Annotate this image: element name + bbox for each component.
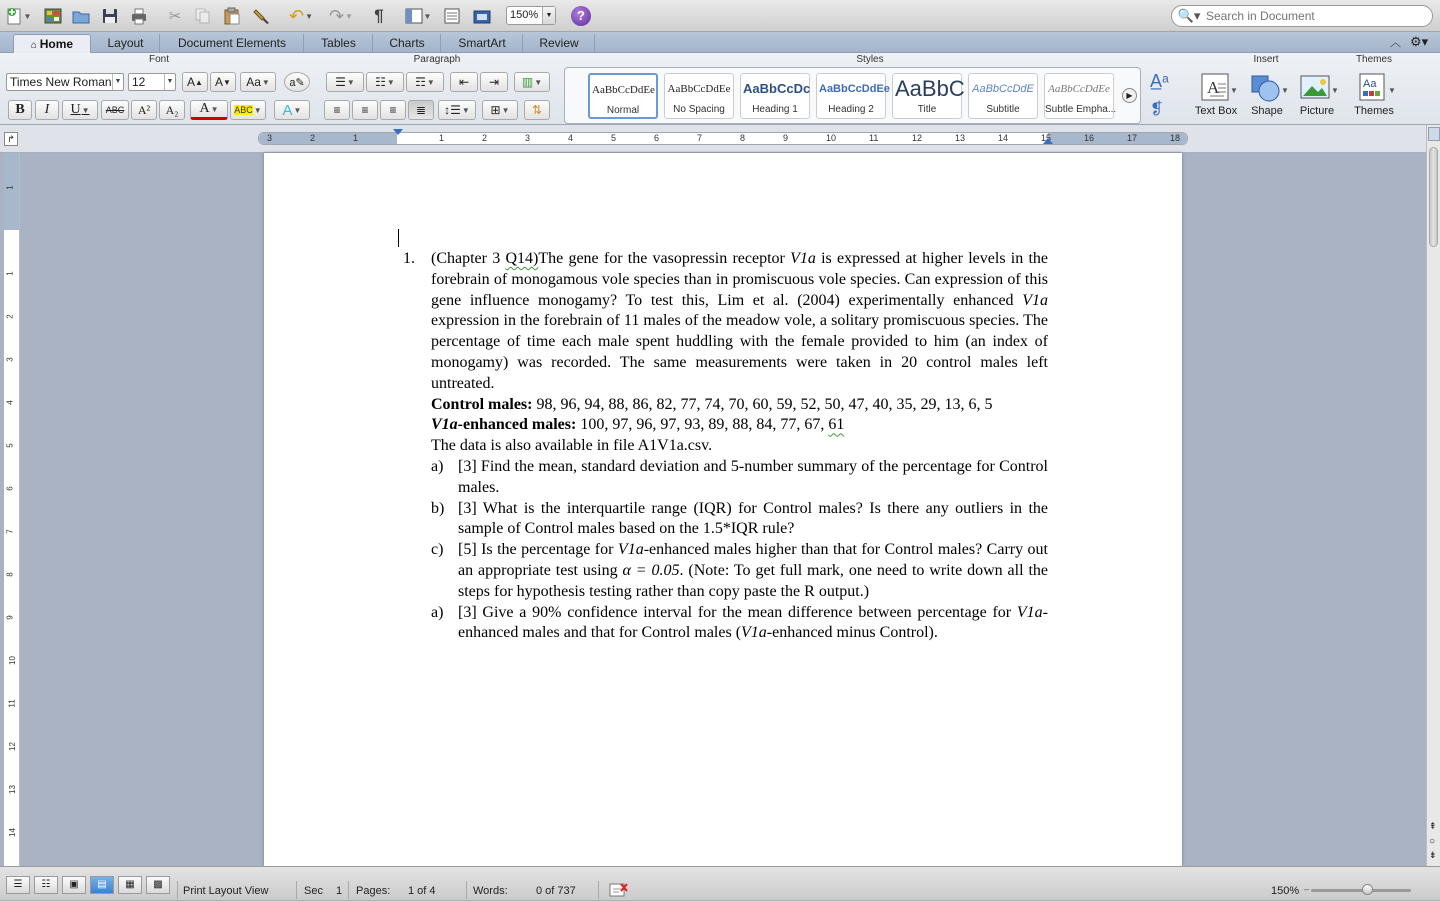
search-input[interactable] [1206, 9, 1426, 23]
document-body[interactable] [403, 249, 1048, 644]
copy-icon [195, 8, 211, 24]
picture-label: Picture [1299, 105, 1335, 117]
control-values: 98, 96, 94, 88, 86, 82, 77, 74, 70, 60, 59, 52, 50, 47, 40, 35, 29, 13, 6, 5 [532, 395, 993, 413]
sub-text: [3] Find the mean, standard deviation and 5-number summary of the percentage for Control males. [458, 457, 1048, 496]
sub-question-b [431, 499, 1048, 541]
grow-font-label: A [187, 75, 196, 89]
tab-charts[interactable]: Charts [374, 34, 441, 53]
text-run: [5] Is the percentage for [458, 541, 618, 559]
vertical-ruler-tick-label: 3 [5, 357, 15, 362]
vertical-ruler-tick-label: 11 [7, 699, 17, 708]
vertical-ruler-tick-label: 8 [5, 572, 15, 577]
chevron-down-icon: ▼ [164, 74, 175, 90]
style-name: Subtitle [986, 104, 1020, 115]
zoom-slider[interactable] [1311, 889, 1411, 892]
themes-button[interactable] [1348, 69, 1400, 117]
ruler-tick-label: 13 [955, 133, 966, 143]
sub-question-a [431, 457, 1048, 499]
notebook-view-button[interactable] [118, 876, 142, 894]
focus-view-icon: ▩ [153, 879, 163, 890]
vertical-ruler-tick-label: 10 [7, 656, 17, 665]
text-run: The gene for the vasopressin receptor [538, 250, 791, 267]
sort-button[interactable] [524, 100, 550, 120]
ruler-tick-label: 15 [1041, 133, 1052, 143]
borders-icon: ⊞ [490, 103, 501, 117]
ruler-tick-label: 2 [310, 133, 316, 143]
ruler-tick-label: 9 [783, 133, 789, 143]
chevron-down-icon: ▼ [112, 74, 123, 90]
svg-text:Aa: Aa [1363, 78, 1377, 90]
cut-button[interactable] [164, 4, 186, 28]
vertical-ruler-top-margin [4, 153, 19, 230]
words-value: 0 of 737 [536, 885, 576, 897]
style-name: Subtle Empha... [1045, 104, 1117, 115]
font-size-select[interactable] [128, 73, 176, 91]
tab-document-elements[interactable]: Document Elements [161, 34, 304, 53]
draft-view-icon: ☰ [13, 879, 23, 890]
show-formatting-button[interactable] [368, 4, 390, 28]
notebook-view-icon: ▦ [125, 879, 135, 890]
copy-button[interactable] [192, 4, 214, 28]
subscript-button[interactable]: A₂ [159, 100, 185, 120]
text-box-label: Text Box [1194, 105, 1238, 117]
text-box-icon [1196, 71, 1236, 103]
outdent-icon: ⇤ [458, 75, 470, 89]
insert-picture-button[interactable] [1291, 69, 1343, 117]
list-number: 1. [403, 250, 415, 267]
draft-view-button[interactable] [6, 876, 30, 894]
style-preview: AaBbCcDdEe [819, 83, 890, 95]
clipboard-icon [223, 7, 241, 25]
underline-label: U [70, 102, 81, 117]
tab-review[interactable]: Review [524, 34, 595, 53]
open-folder-icon [72, 7, 90, 25]
justify-button[interactable] [408, 100, 434, 120]
standard-toolbar [0, 0, 1440, 32]
style-name: Heading 1 [752, 104, 798, 115]
text-run-grammar-flagged: Q14) [505, 250, 539, 267]
question-1 [403, 249, 1048, 395]
home-icon: ⌂ [30, 40, 40, 51]
ribbon-home [0, 53, 1440, 125]
next-page-icon[interactable]: ⇟ [1429, 850, 1437, 860]
style-preview: AaBbCcDdE [972, 83, 1034, 95]
vertical-ruler-tick-label: 14 [7, 828, 17, 837]
ribbon-settings-gear-icon[interactable]: ⚙▾ [1410, 34, 1429, 49]
vertical-ruler-tick-label: 4 [5, 400, 15, 405]
style-preview: AaBbC [895, 76, 965, 101]
columns-icon: ▥ [521, 75, 534, 89]
align-left-button[interactable] [324, 100, 350, 120]
print-layout-view-button[interactable] [90, 876, 114, 894]
templates-icon [44, 7, 62, 25]
ruler-tick-label: 1 [439, 133, 445, 143]
shape-icon [1247, 71, 1287, 103]
font-size-value: 12 [132, 75, 146, 89]
help-button[interactable]: ? [571, 6, 591, 26]
insert-text-box-button[interactable] [1190, 69, 1242, 117]
font-name-value: Times New Roman [10, 75, 112, 89]
zoom-select[interactable] [506, 6, 556, 25]
ruler-tick-label: 18 [1170, 133, 1181, 143]
align-left-icon: ≡ [333, 103, 341, 117]
justify-icon: ≣ [415, 103, 427, 117]
text-run-italic: V1a [741, 624, 767, 642]
italic-button[interactable]: I [35, 100, 59, 120]
paste-button[interactable] [220, 4, 244, 28]
align-right-button[interactable] [380, 100, 406, 120]
sub-label: b) [431, 499, 445, 517]
templates-button[interactable] [42, 4, 64, 28]
style-subtitle[interactable] [968, 73, 1038, 119]
print-button[interactable] [128, 4, 150, 28]
indent-icon: ⇥ [488, 75, 500, 89]
zoom-level: 150% [1271, 885, 1300, 897]
insert-group-title: Insert [1253, 54, 1279, 65]
tab-stop-icon: ↱ [7, 134, 15, 144]
zoom-slider-knob[interactable] [1362, 884, 1373, 895]
format-painter-button[interactable] [250, 4, 274, 28]
print-icon [130, 7, 148, 25]
words-label: Words: [473, 885, 508, 897]
svg-text:▼: ▼ [1388, 86, 1396, 95]
ruler-tick-label: 3 [267, 133, 273, 143]
ruler-tick-label: 2 [482, 133, 488, 143]
chevron-right-icon: ▶ [1126, 91, 1133, 100]
sub-label: a) [431, 603, 444, 621]
ruler-tick-label: 10 [826, 133, 837, 143]
ruler-tick-label: 12 [912, 133, 923, 143]
scroll-thumb[interactable] [1429, 147, 1438, 247]
style-preview: AaBbCcDdEe [592, 84, 655, 96]
control-label: Control males: [431, 395, 533, 413]
collapse-ribbon-icon[interactable]: ︿ [1390, 37, 1401, 49]
previous-page-icon[interactable]: ⇞ [1429, 821, 1437, 831]
vertical-ruler-tick-label: 6 [5, 486, 15, 491]
pilcrow-icon: ¶ [374, 6, 384, 25]
style-preview: AaBbCcDdEe [667, 83, 731, 95]
styles-group-title: Styles [856, 54, 884, 65]
sub-question-d [431, 603, 1048, 645]
tab-tables[interactable]: Tables [305, 34, 373, 53]
vertical-ruler-tick-label: 5 [5, 443, 15, 448]
chevron-down-icon: ▼ [542, 7, 555, 24]
sub-label: a) [431, 457, 444, 475]
save-button[interactable] [99, 4, 121, 28]
ruler-tick-label: 1 [353, 133, 359, 143]
style-name: No Spacing [673, 104, 725, 115]
bold-button[interactable]: B [8, 100, 32, 120]
vertical-ruler-tick-label: 1 [5, 271, 15, 276]
publishing-view-icon: ▣ [69, 879, 79, 890]
font-name-select[interactable] [6, 73, 124, 91]
gallery-icon [443, 7, 461, 25]
open-button[interactable] [70, 4, 92, 28]
pages-label: Pages: [356, 885, 391, 897]
enhanced-label-italic: V1a [431, 416, 458, 434]
text-effects-label: A [282, 101, 293, 119]
text-run: -enhanced minus Control). [766, 624, 938, 642]
svg-text:▼: ▼ [1331, 86, 1339, 95]
font-color-button[interactable]: A ▼ [190, 100, 228, 120]
search-box[interactable] [1171, 5, 1433, 27]
style-preview: AaBbCcDc [743, 81, 811, 96]
sub-label: c) [431, 541, 444, 559]
vertical-ruler-tick-label: 2 [5, 314, 15, 319]
publishing-view-button[interactable] [62, 876, 86, 894]
ruler-tick-label: 16 [1084, 133, 1095, 143]
sub-question-c [431, 540, 1048, 602]
paragraph-mark-icon: ❡ [1150, 101, 1164, 118]
ruler-left-margin [259, 133, 397, 144]
ruler-tick-label: 5 [611, 133, 617, 143]
font-color-label: A [199, 101, 210, 116]
vertical-ruler-tick-label: 9 [5, 615, 15, 620]
view-mode-label: Print Layout View [183, 885, 269, 897]
line-spacing-button[interactable]: ↕☰ ▼ [438, 100, 476, 120]
tab-stop-selector[interactable] [4, 132, 18, 146]
text-run-italic: V1a [1016, 603, 1043, 621]
font-group-title: Font [148, 54, 169, 65]
section-value: 1 [336, 885, 343, 897]
split-handle[interactable] [1428, 127, 1440, 141]
style-name: Heading 2 [828, 104, 874, 115]
styles-next-button[interactable] [1122, 88, 1137, 103]
ruler-tick-label: 17 [1127, 133, 1138, 143]
decrease-indent-button[interactable] [450, 72, 478, 92]
tab-layout[interactable]: Layout [92, 34, 160, 53]
style-subtle-emphasis[interactable] [1044, 73, 1117, 119]
sidebar-icon [405, 7, 423, 25]
picture-icon [1297, 71, 1337, 103]
clear-formatting-button[interactable] [284, 72, 310, 92]
text-run: is expressed at higher levels in the forebrain of monogamous vole species than in promiscuous vole species. Can expression of this gene influence monogamy? To test this, Lim et al. (2004) experimentally enhanced [431, 250, 1049, 309]
right-indent-marker[interactable] [1043, 138, 1053, 144]
bullet-list-icon: ☰ [335, 75, 346, 89]
text-run-italic: V1a [790, 250, 816, 267]
ruler-tick-label: 4 [568, 133, 574, 143]
toolbox-button[interactable] [470, 4, 494, 28]
change-case-button[interactable]: Aa ▼ [240, 72, 276, 92]
ruler-tick-label: 14 [998, 133, 1009, 143]
text-run: expression in the forebrain of 11 males of the meadow vole, a solitary promiscuous species. The percentage of time each male spent huddling with the female provided to him (an index of monogamy) was recorded. The same measurements were taken in 20 control males left untreated. [431, 312, 1048, 392]
question-1-text [431, 249, 1048, 395]
alpha-equation: α = 0.05 [622, 561, 680, 579]
ruler-tick-label: 7 [697, 133, 703, 143]
change-case-label: Aa [246, 75, 261, 89]
ruler-tick-label: 8 [740, 133, 746, 143]
status-bar [0, 866, 1440, 900]
vertical-ruler[interactable] [4, 153, 20, 866]
align-center-icon: ≡ [361, 103, 369, 117]
text-run: [3] Give a 90% confidence interval for the mean difference between percentage for [458, 603, 1017, 621]
style-name: Normal [606, 105, 640, 116]
ruler-tick-label: 11 [869, 133, 879, 143]
vertical-ruler-tick-label: 13 [7, 785, 17, 794]
sub-text: [3] What is the interquartile range (IQR) for Control males? Is there any outliers in the sample of Control males based on the 1.5*IQR rule? [458, 499, 1048, 538]
shrink-font-label: A [215, 75, 224, 89]
print-layout-icon: ▤ [97, 879, 107, 890]
svg-text:A: A [1207, 78, 1220, 97]
increase-indent-button[interactable] [480, 72, 508, 92]
section-label: Sec [304, 885, 323, 897]
strikethrough-button[interactable]: ABC [101, 100, 129, 120]
style-normal[interactable] [588, 73, 658, 119]
numbered-list-icon: ☷ [375, 75, 386, 89]
style-heading-2[interactable] [816, 73, 890, 119]
style-title[interactable] [892, 73, 965, 119]
horizontal-ruler[interactable] [258, 132, 1188, 145]
ribbon-tabs [0, 32, 1440, 53]
new-document-icon [7, 7, 23, 25]
enhanced-data-paragraph [431, 415, 1048, 436]
multilevel-list-button[interactable]: ☶ ▼ [406, 72, 444, 92]
pages-value: 1 of 4 [408, 885, 436, 897]
eraser-icon: a✎ [289, 76, 305, 89]
zoom-out-icon[interactable]: – [1304, 884, 1310, 894]
line-spacing-icon: ↕☰ [444, 103, 461, 117]
highlight-button[interactable]: ABC ▼ [230, 100, 266, 120]
paintbrush-icon [253, 7, 271, 25]
style-heading-1[interactable] [740, 73, 810, 119]
control-data-paragraph [431, 395, 1048, 416]
ruler-tick-label: 6 [654, 133, 660, 143]
numbering-button[interactable]: ☷ ▼ [366, 72, 404, 92]
text-run: -enhanced males higher than that for Control males? Carry out an appropriate test using [458, 541, 1049, 579]
focus-view-button[interactable] [146, 876, 170, 894]
proofing-status-button[interactable] [609, 882, 629, 901]
text-effects-button[interactable]: A ▼ [274, 100, 310, 120]
enhanced-values: 100, 97, 96, 97, 93, 89, 88, 84, 77, 67, [576, 416, 829, 434]
align-right-icon: ≡ [389, 103, 397, 117]
text-cursor [398, 229, 399, 247]
outline-view-icon: ☷ [41, 879, 51, 890]
superscript-button[interactable]: A² [131, 100, 157, 120]
themes-label: Themes [1354, 105, 1394, 117]
style-name: Title [917, 104, 937, 115]
redo-icon: ↷ [328, 5, 345, 26]
vertical-ruler-tick-label: 7 [5, 529, 15, 534]
tab-home[interactable] [13, 34, 91, 53]
undo-button[interactable]: ↶ ▼ [288, 5, 313, 26]
scissors-icon: ✂ [168, 8, 182, 25]
browse-object-icon[interactable]: ○ [1429, 836, 1436, 847]
enhanced-last-value: 61 [828, 416, 845, 434]
underline-button[interactable]: U ▼ [62, 100, 98, 120]
insert-shape-button[interactable] [1241, 69, 1293, 117]
redo-button[interactable]: ↷ ▼ [328, 5, 353, 26]
columns-button[interactable]: ▥ ▼ [514, 72, 550, 92]
ruler-right-margin [1048, 133, 1187, 144]
sort-icon: ⇅ [531, 103, 543, 117]
sub-text [458, 603, 1048, 645]
themes-icon [1354, 71, 1394, 103]
undo-icon: ↶ [288, 5, 305, 26]
svg-text:▼: ▼ [1281, 86, 1289, 95]
multilevel-list-icon: ☶ [415, 75, 426, 89]
style-no-spacing[interactable] [664, 73, 734, 119]
paragraph-group-title: Paragraph [413, 54, 461, 65]
outline-view-button[interactable] [34, 876, 58, 894]
text-run-italic: V1a [1022, 291, 1048, 309]
search-icon: 🔍▾ [1177, 8, 1201, 23]
text-run: (Chapter 3 [431, 250, 506, 267]
zoom-value: 150% [510, 9, 539, 21]
manage-styles-button[interactable] [1150, 71, 1169, 92]
text-run: -enhanced males and that for Control males ( [458, 603, 1048, 642]
shape-label: Shape [1251, 105, 1283, 117]
highlight-label: ABC [234, 105, 253, 115]
vertical-ruler-tick-label: 12 [7, 742, 17, 751]
borders-button[interactable]: ⊞ ▼ [482, 100, 518, 120]
vertical-scrollbar[interactable] [1426, 125, 1440, 866]
tab-home-label: Home [39, 37, 74, 51]
arrow-up-icon: ▲ [195, 77, 203, 87]
style-preview: AaBbCcDdEe [1048, 83, 1110, 95]
styles-toolbox-button[interactable] [1150, 99, 1163, 119]
arrow-down-icon: ▼ [223, 77, 231, 87]
grow-font-button[interactable] [182, 72, 208, 92]
align-center-button[interactable] [352, 100, 378, 120]
sidebar-button[interactable]: ▼ [400, 4, 436, 28]
sub-text [458, 540, 1048, 602]
styles-gallery [564, 67, 1141, 124]
save-icon [101, 7, 119, 25]
styles-pane-icon: A̲ᵃ [1150, 71, 1169, 91]
toolbox-icon [473, 7, 491, 25]
shrink-font-button[interactable] [210, 72, 236, 92]
data-note: The data is also available in file A1V1a.csv. [431, 437, 713, 455]
ruler-tick-label: 3 [525, 133, 531, 143]
new-document-button[interactable]: ▼ [4, 4, 34, 28]
tab-smartart[interactable]: SmartArt [442, 34, 523, 53]
bullets-button[interactable]: ☰ ▼ [326, 72, 364, 92]
vertical-ruler-tick-label: 1 [5, 185, 15, 190]
text-run-italic: V1a [617, 541, 644, 559]
text-run: . (Note: To get full mark, one need to write down all the steps for hypothesis testing rather than copy paste the R output.) [458, 561, 1048, 600]
gallery-button[interactable] [441, 4, 463, 28]
themes-group-title: Themes [1355, 54, 1393, 65]
first-line-indent-marker[interactable] [393, 129, 403, 135]
spelling-error-icon [609, 882, 629, 898]
enhanced-label: -enhanced males: [457, 416, 577, 434]
horizontal-ruler-bar [0, 125, 1440, 153]
svg-text:▼: ▼ [1230, 86, 1238, 95]
